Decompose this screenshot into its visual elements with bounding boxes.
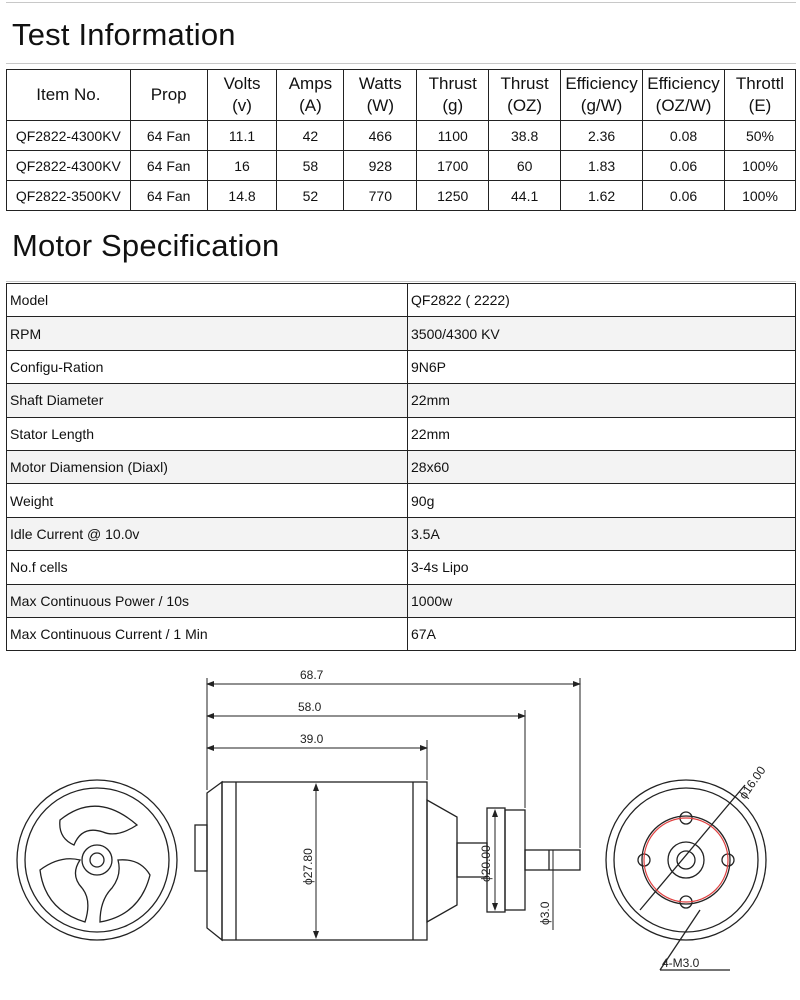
test-table-cell: 64 Fan — [130, 181, 207, 211]
spec-label: No.f cells — [7, 551, 408, 584]
test-col-header — [561, 70, 643, 121]
dim-shaft-diameter: ϕ3.0 — [538, 901, 552, 925]
test-col-header-line2: (OZ) — [507, 96, 543, 115]
spec-value: 67A — [408, 617, 796, 650]
dim-can-diameter: ϕ27.80 — [301, 848, 315, 885]
test-table-cell: 1250 — [417, 181, 489, 211]
test-info-title: Test Information — [12, 17, 236, 52]
test-table-cell: 64 Fan — [130, 151, 207, 181]
spec-label: Configu-Ration — [7, 350, 408, 383]
test-table-cell: 100% — [725, 181, 796, 211]
test-table-cell: 1.83 — [561, 151, 643, 181]
spec-label: Stator Length — [7, 417, 408, 450]
spec-label: Max Continuous Current / 1 Min — [7, 617, 408, 650]
test-table-row — [7, 121, 796, 151]
spec-table-row — [7, 584, 796, 617]
dim-flange-diameter: ϕ20.00 — [479, 845, 493, 882]
test-col-header-line1: Watts — [358, 74, 402, 93]
test-table-cell: 1.62 — [561, 181, 643, 211]
spec-value: 22mm — [408, 384, 796, 417]
spec-value: 9N6P — [408, 350, 796, 383]
test-table-cell: 52 — [277, 181, 344, 211]
test-table-cell: 60 — [489, 151, 561, 181]
spec-label: RPM — [7, 317, 408, 350]
spec-table-row — [7, 517, 796, 550]
test-col-header-line2: (W) — [366, 96, 394, 115]
dim-bolt-circle: ϕ16.00 — [735, 763, 769, 802]
test-col-header — [277, 70, 344, 121]
spec-table-row — [7, 384, 796, 417]
spec-table-row — [7, 484, 796, 517]
spec-table-row — [7, 450, 796, 483]
rear-view-drawing — [17, 780, 177, 940]
spec-label: Idle Current @ 10.0v — [7, 517, 408, 550]
test-col-header-line2: (g/W) — [580, 96, 623, 115]
test-col-header-line1: Throttl — [735, 74, 785, 93]
test-table-row — [7, 151, 796, 181]
test-table-row — [7, 181, 796, 211]
motor-spec-table — [6, 283, 796, 651]
test-table-cell: 58 — [277, 151, 344, 181]
test-table-cell: 466 — [344, 121, 417, 151]
spec-table-row — [7, 551, 796, 584]
test-table-cell: 1700 — [417, 151, 489, 181]
dim-mount-holes: 4-M3.0 — [662, 956, 700, 970]
spec-table-row — [7, 350, 796, 383]
test-col-header-line1: Efficiency — [565, 74, 638, 93]
test-table-header-row — [7, 70, 796, 121]
test-table-cell: QF2822-4300KV — [7, 151, 131, 181]
motor-spec-header — [6, 214, 796, 282]
test-table-cell: 44.1 — [489, 181, 561, 211]
test-table-cell: 50% — [725, 121, 796, 151]
front-view-drawing — [606, 780, 766, 970]
spec-value: QF2822 ( 2222) — [408, 284, 796, 317]
test-table-cell: 38.8 — [489, 121, 561, 151]
test-col-header-line2: (g) — [442, 96, 464, 115]
spec-value: 28x60 — [408, 450, 796, 483]
spec-label: Weight — [7, 484, 408, 517]
motor-spec-title: Motor Specification — [12, 228, 280, 263]
test-col-header-line1: Thrust — [500, 74, 549, 93]
spec-table-row — [7, 417, 796, 450]
spec-table-row — [7, 284, 796, 317]
test-col-header-line2: (A) — [299, 96, 322, 115]
test-table-cell: 2.36 — [561, 121, 643, 151]
test-col-header-line1: Prop — [150, 85, 187, 104]
test-table-cell: 0.06 — [643, 181, 725, 211]
motor-technical-drawing — [0, 660, 800, 1000]
test-col-header — [344, 70, 417, 121]
test-col-header — [489, 70, 561, 121]
spec-label: Shaft Diameter — [7, 384, 408, 417]
test-col-header-line2: (v) — [232, 96, 252, 115]
spec-label: Motor Diamension (Diaxl) — [7, 450, 408, 483]
test-col-header-line1: Amps — [288, 74, 333, 93]
test-table-cell: 0.08 — [643, 121, 725, 151]
test-col-header-line2: (E) — [748, 96, 772, 115]
test-table-cell: 64 Fan — [130, 121, 207, 151]
spec-value: 22mm — [408, 417, 796, 450]
test-table-cell: 11.1 — [207, 121, 277, 151]
test-col-header — [130, 70, 207, 121]
test-col-header-line1: Efficiency — [647, 74, 720, 93]
side-view-drawing — [195, 782, 580, 940]
spec-value: 3500/4300 KV — [408, 317, 796, 350]
test-table-cell: 928 — [344, 151, 417, 181]
test-table-cell: 14.8 — [207, 181, 277, 211]
test-col-header-line1: Volts — [223, 74, 261, 93]
spec-table-row — [7, 617, 796, 650]
dim-can-length: 39.0 — [300, 732, 324, 746]
dimension-lines — [207, 678, 580, 938]
test-table-cell: 100% — [725, 151, 796, 181]
test-col-header — [643, 70, 725, 121]
test-table-cell: 770 — [344, 181, 417, 211]
test-col-header — [207, 70, 277, 121]
test-col-header — [7, 70, 131, 121]
spec-value: 90g — [408, 484, 796, 517]
test-table-cell: QF2822-4300KV — [7, 121, 131, 151]
test-col-header — [417, 70, 489, 121]
dim-total-length: 68.7 — [300, 668, 324, 682]
test-table-cell: 42 — [277, 121, 344, 151]
test-table-cell: QF2822-3500KV — [7, 181, 131, 211]
spec-value: 1000w — [408, 584, 796, 617]
spec-label: Max Continuous Power / 10s — [7, 584, 408, 617]
test-info-header — [6, 2, 796, 64]
test-col-header — [725, 70, 796, 121]
bolt-circle — [644, 818, 728, 902]
dim-body-length: 58.0 — [298, 700, 322, 714]
test-col-header-line1: Item No. — [36, 85, 101, 104]
test-col-header-line1: Thrust — [428, 74, 477, 93]
test-table-cell: 0.06 — [643, 151, 725, 181]
spec-table-row — [7, 317, 796, 350]
spec-value: 3-4s Lipo — [408, 551, 796, 584]
test-col-header-line2: (OZ/W) — [655, 96, 712, 115]
test-info-table — [6, 69, 796, 211]
test-table-cell: 1100 — [417, 121, 489, 151]
spec-label: Model — [7, 284, 408, 317]
test-table-cell: 16 — [207, 151, 277, 181]
spec-value: 3.5A — [408, 517, 796, 550]
